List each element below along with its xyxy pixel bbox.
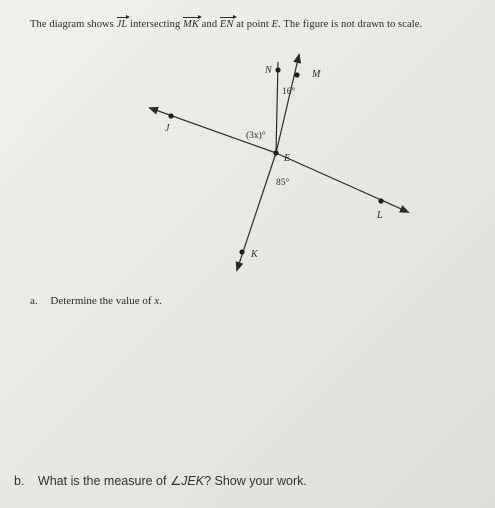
question-a-variable: x [154,295,160,307]
ray-en [276,62,278,153]
intro-end: . The figure is not drawn to scale. [278,19,423,30]
intro-tail: at point [236,19,269,30]
label-e: E [284,153,291,164]
question-b-angle: ∠JEK [169,474,205,488]
point-l [378,198,383,203]
angle-kel-label: 85° [276,178,290,188]
point-m [294,72,299,77]
angle-jen-label: (3x)° [246,131,266,141]
line-mk-symbol: MK [183,19,199,30]
label-n: N [265,65,272,76]
label-l: L [377,210,383,221]
line-jl-right [276,153,408,212]
label-m: M [312,69,321,80]
question-b-end: ? Show your work. [204,474,307,488]
intro-lead: The diagram shows [30,19,114,30]
intro-mid2: and [201,19,218,30]
question-a-end: . [159,295,162,307]
ray-jl-symbol: JL [116,19,128,30]
question-a [30,295,162,307]
point-j [168,113,173,118]
point-k [239,249,244,254]
ray-en-symbol: EN [219,19,234,30]
angle-nem-label: 16° [282,87,296,97]
point-e [273,150,278,155]
intro-point: E [271,19,279,30]
question-b [14,473,307,488]
question-a-text: Determine the value of [50,295,152,307]
intro-mid1: intersecting [130,19,181,30]
point-n [275,67,280,72]
question-b-text: What is the measure of [37,474,170,488]
question-a-label: a. [30,295,38,307]
label-j: J [165,123,170,134]
label-k: K [251,249,258,260]
question-b-label: b. [14,474,25,488]
